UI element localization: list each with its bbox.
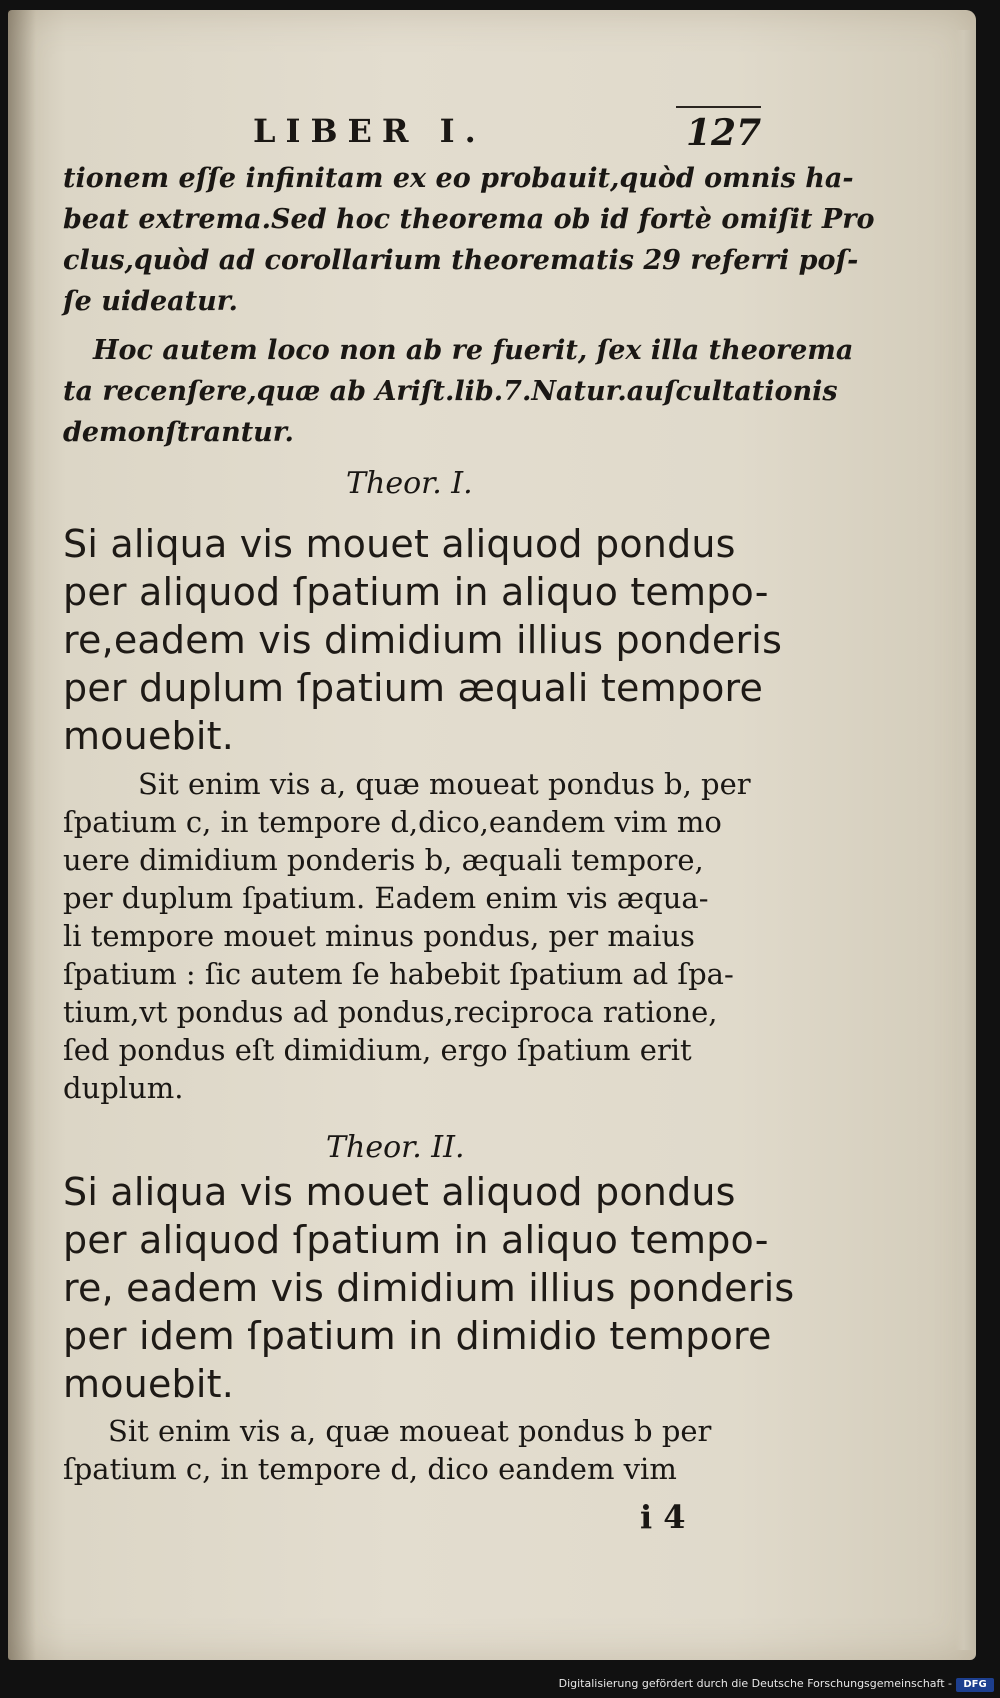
theorem-1-title: Theor. I. <box>346 466 473 501</box>
text-line: ſe uideatur. <box>63 286 238 317</box>
text-line: re, eadem vis dimidium illius ponderis <box>63 1266 795 1310</box>
text-line: ſed pondus eſt dimidium, ergo ſpatium erit <box>63 1033 692 1067</box>
theorem-2-proposition <box>63 1168 795 1408</box>
text-line: Hoc autem loco non ab re fuerit, ſex illa theorema <box>93 335 854 366</box>
text-line: ta recenſere,quæ ab Ariſt.lib.7.Natur.auſcultationis <box>63 376 838 407</box>
text-line: ſpatium c, in tempore d,dico,eandem vim mo <box>63 805 722 839</box>
text-line: duplum. <box>63 1071 184 1105</box>
text-line: ſpatium : ſic autem ſe habebit ſpatium ad ſpa- <box>63 957 734 991</box>
text-line: per aliquod ſpatium in aliquo tempo- <box>63 570 769 614</box>
page-edge <box>955 30 976 1650</box>
theorem-2-title: Theor. II. <box>326 1130 465 1165</box>
signature-mark: i 4 <box>640 1498 686 1536</box>
text-line: demonſtrantur. <box>63 417 294 448</box>
book-page <box>8 10 976 1660</box>
text-line: per duplum ſpatium. Eadem enim vis æqua- <box>63 881 709 915</box>
text-line: per aliquod ſpatium in aliquo tempo- <box>63 1218 769 1262</box>
text-line: mouebit. <box>63 714 234 758</box>
text-line: tium,vt pondus ad pondus,reciproca ratione, <box>63 995 718 1029</box>
theorem-1-demonstration <box>63 765 768 1107</box>
text-line: Si aliqua vis mouet aliquod pondus <box>63 1170 736 1214</box>
page-header <box>8 112 976 160</box>
text-line: Si aliqua vis mouet aliquod pondus <box>63 522 736 566</box>
theorem-1-proposition <box>63 520 783 760</box>
text-line: uere dimidium ponderis b, æquali tempore, <box>63 843 704 877</box>
running-head: LIBER I. <box>253 112 486 150</box>
text-line: per duplum ſpatium æquali tempore <box>63 666 764 710</box>
dfg-logo: DFG <box>956 1678 994 1692</box>
digitization-credit: Digitalisierung gefördert durch die Deutsche Forschungsgemeinschaft - <box>558 1677 952 1690</box>
page-number: 127 <box>686 112 762 154</box>
text-line: clus,quòd ad corollarium theorematis 29 referri poſ- <box>63 245 859 276</box>
text-line: li tempore mouet minus pondus, per maius <box>63 919 695 953</box>
aside-paragraph <box>63 330 854 453</box>
gutter-shadow <box>8 10 36 1660</box>
text-line: ſpatium c, in tempore d, dico eandem vim <box>63 1452 677 1486</box>
text-line: beat extrema.Sed hoc theorema ob id fortè omiſit Pro <box>63 204 875 235</box>
text-line: re,eadem vis dimidium illius ponderis <box>63 618 783 662</box>
intro-paragraph <box>63 158 875 322</box>
text-line: Sit enim vis a, quæ moueat pondus b, per <box>138 767 751 801</box>
text-line: tionem eſſe infinitam ex eo probauit,quòd omnis ha- <box>63 163 854 194</box>
text-line: Sit enim vis a, quæ moueat pondus b per <box>108 1414 712 1448</box>
theorem-2-demonstration <box>63 1412 768 1488</box>
header-rule <box>676 106 761 108</box>
text-line: mouebit. <box>63 1362 234 1406</box>
text-line: per idem ſpatium in dimidio tempore <box>63 1314 772 1358</box>
